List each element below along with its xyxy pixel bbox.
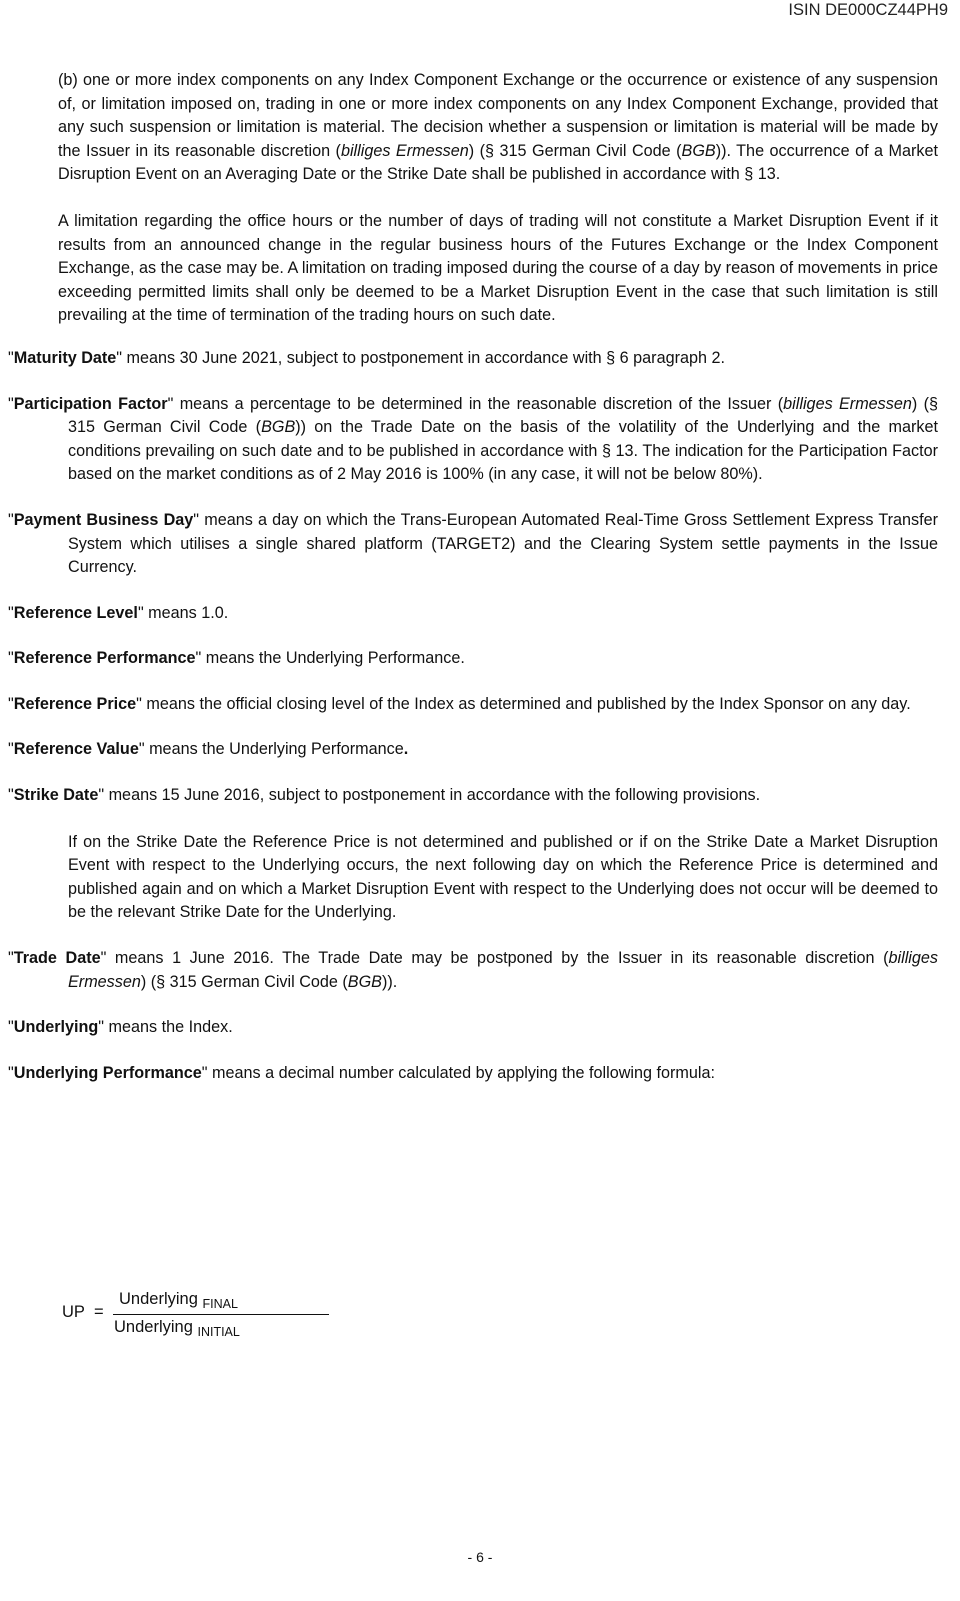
definition-participation-factor: "Participation Factor" means a percentage to be determined in the reasonable discretion of the Issuer (billiges Ermessen) (§ 315 German Civil Code (BGB)) on the Trade Date on the basis of the volatility of the Underlying and the market conditions prevailing on such date and to be published in accordance with § 13. The indication for the Participation Factor based on the market conditions as of 2 May 2016 is 100% (in any case, it will not be below 80%). <box>8 394 938 484</box>
quote-mark: " <box>98 1018 105 1037</box>
definition-payment-business-day: "Payment Business Day" means a day on which the Trans-European Automated Real-Time Gross Settlement Express Transfer System which utilises a single shared platform (TARGET2) and the Clearing System settle payments in the Issue Currency. <box>8 510 938 577</box>
formula-lhs: UP <box>62 1303 85 1321</box>
quote-mark: " <box>8 1018 14 1037</box>
quote-mark: " <box>193 510 200 529</box>
underlying-performance-formula <box>62 1288 322 1348</box>
quote-mark: " <box>116 348 123 367</box>
quote-mark: " <box>8 694 14 713</box>
quote-mark: " <box>8 348 14 367</box>
quote-mark: " <box>8 949 14 968</box>
quote-mark: " <box>167 394 174 413</box>
definition-underlying-performance: "Underlying Performance" means a decimal number calculated by applying the following formula: <box>8 1063 715 1082</box>
quote-mark: " <box>8 603 14 622</box>
definition-underlying: "Underlying" means the Index. <box>8 1018 233 1037</box>
page-number: - 6 - <box>467 1549 493 1565</box>
fraction-bar <box>113 1314 329 1315</box>
document-body <box>8 69 939 1085</box>
definition-trade-date: "Trade Date" means 1 June 2016. The Trade Date may be postponed by the Issuer in its reasonable discretion (billiges Ermessen) (§ 315 German Civil Code (BGB)). <box>8 949 938 991</box>
strike-date-provision: If on the Strike Date the Reference Price is not determined and published or if on the Strike Date a Market Disruption Event with respect to the Underlying occurs, the next following day on which the Reference Price is determined and published again and on which a Market Disruption Event with respect to the Underlying does not occur will be deemed to be the relevant Strike Date for the Underlying. <box>68 832 938 922</box>
paragraph-market-disruption: (b) one or more index components on any Index Component Exchange or the occurrence or existence of any suspension of, or limitation imposed on, trading in one or more index components on any Index Component Exchange, provided that any such suspension or limitation is material. The decision whether a suspension or limitation is material will be made by the Issuer in its reasonable discretion (billiges Ermessen) (§ 315 German Civil Code (BGB)). The occurrence of a Market Disruption Event on an Averaging Date or the Strike Date shall be published in accordance with § 13. <box>58 71 938 184</box>
formula-equals: = <box>94 1303 104 1321</box>
definition-reference-level: "Reference Level" means 1.0. <box>8 603 229 622</box>
quote-mark: " <box>8 740 14 759</box>
paragraph-limitation: A limitation regarding the office hours or the number of days of trading will not constitute a Market Disruption Event if it results from an announced change in the regular business hours of the Futures Exchange or the Index Component Exchange, as the case may be. A limitation on trading imposed during the course of a day by reason of movements in price exceeding permitted limits shall only be deemed to be a Market Disruption Event in the case that such limitation is still prevailing at the time of termination of the trading hours on such date. <box>58 211 939 325</box>
quote-mark: " <box>100 949 107 968</box>
quote-mark: " <box>8 510 14 529</box>
quote-mark: " <box>8 394 14 413</box>
quote-mark: " <box>8 1063 14 1082</box>
quote-mark: " <box>138 740 145 759</box>
quote-mark: " <box>8 786 14 805</box>
formula-numerator-subscript: FINAL <box>202 1297 238 1311</box>
definition-reference-performance: "Reference Performance" means the Underlying Performance. <box>8 649 465 668</box>
definition-maturity-date: "Maturity Date" means 30 June 2021, subject to postponement in accordance with § 6 paragraph 2. <box>8 348 725 367</box>
formula-denominator-subscript: INITIAL <box>197 1325 240 1339</box>
definition-reference-value: "Reference Value" means the Underlying Performance. <box>8 740 409 759</box>
quote-mark: " <box>8 649 14 668</box>
quote-mark: " <box>98 786 105 805</box>
quote-mark: " <box>136 694 142 713</box>
formula-denominator: Underlying $_{INITIAL}$ <box>114 1318 240 1339</box>
quote-mark: " <box>201 1063 208 1082</box>
definition-reference-price: "Reference Price" means the official closing level of the Index as determined and published by the Index Sponsor on any day. <box>8 694 911 713</box>
definition-strike-date: "Strike Date" means 15 June 2016, subject to postponement in accordance with the following provisions. <box>8 786 761 805</box>
quote-mark: " <box>137 603 144 622</box>
quote-mark: " <box>195 649 202 668</box>
isin-header: ISIN DE000CZ44PH9 <box>788 1 948 19</box>
formula-numerator: Underlying $_{FINAL}$ <box>119 1290 238 1311</box>
